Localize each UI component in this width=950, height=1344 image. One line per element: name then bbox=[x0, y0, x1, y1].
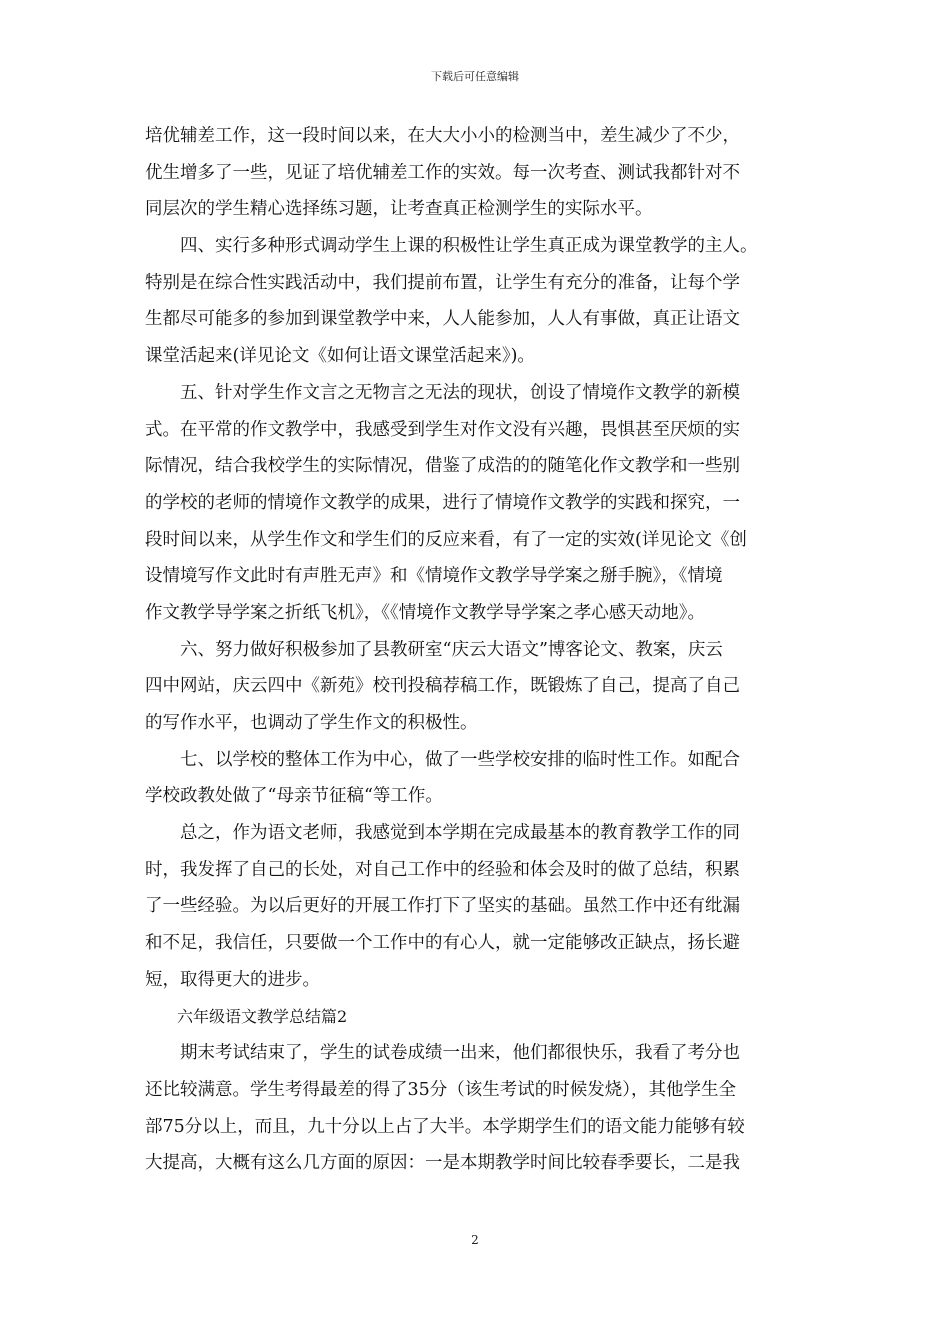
text-line: 学校政教处做了“母亲节征稿“等工作。 bbox=[145, 786, 443, 807]
text-line: 四中网站，庆云四中《新苑》校刊投稿荐稿工作，既锻炼了自己，提高了自己 bbox=[145, 676, 740, 697]
section-heading: 六年级语文教学总结篇2 bbox=[145, 1006, 348, 1026]
text-line: 同层次的学生精心选择练习题，让考查真正检测学生的实际水平。 bbox=[145, 199, 653, 220]
text-line: 作文教学导学案之折纸飞机》，《《情境作文教学导学案之孝心感天动地》。 bbox=[145, 602, 705, 623]
text-line: 课堂活起来(详见论文《如何让语文课堂活起来》)。 bbox=[145, 346, 535, 367]
text-line: 设情境写作文此时有声胜无声》和《情境作文教学导学案之掰手腕》，《情境 bbox=[145, 566, 723, 587]
text-line: 特别是在综合性实践活动中，我们提前布置，让学生有充分的准备，让每个学 bbox=[145, 272, 740, 293]
text-line: 的写作水平，也调动了学生作文的积极性。 bbox=[145, 713, 478, 733]
text-line: 五、针对学生作文言之无物言之无法的现状，创设了情境作文教学的新模 bbox=[145, 382, 740, 403]
text-line: 时，我发挥了自己的长处，对自己工作中的经验和体会及时的做了总结，积累 bbox=[145, 859, 740, 880]
text-line: 大提高，大概有这么几方面的原因：一是本期教学时间比较春季要长，二是我 bbox=[145, 1153, 740, 1174]
text-line: 和不足，我信任，只要做一个工作中的有心人，就一定能够改正缺点，扬长避 bbox=[145, 933, 740, 954]
text-line: 六、努力做好积极参加了县教研室“庆云大语文”博客论文、教案，庆云 bbox=[145, 639, 723, 660]
text-line: 生都尽可能多的参加到课堂教学中来，人人能参加，人人有事做，真正让语文 bbox=[145, 309, 740, 330]
text-line: 短，取得更大的进步。 bbox=[145, 969, 320, 990]
page-number: 2 bbox=[471, 1233, 479, 1247]
text-line: 四、实行多种形式调动学生上课的积极性让学生真正成为课堂教学的主人。 bbox=[145, 236, 758, 257]
text-line: 七、以学校的整体工作为中心，做了一些学校安排的临时性工作。如配合 bbox=[145, 749, 740, 770]
text-line: 的学校的老师的情境作文教学的成果，进行了情境作文教学的实践和探究，一 bbox=[145, 492, 740, 513]
text-line: 总之，作为语文老师，我感觉到本学期在完成最基本的教育教学工作的同 bbox=[145, 823, 740, 844]
text-line: 式。在平常的作文教学中，我感受到学生对作文没有兴趣，畏惧甚至厌烦的实 bbox=[145, 419, 740, 440]
text-line: 还比较满意。学生考得最差的得了35分（该生考试的时候发烧），其他学生全 bbox=[145, 1079, 737, 1100]
text-line: 部75分以上，而且，九十分以上占了大半。本学期学生们的语文能力能够有较 bbox=[145, 1116, 745, 1137]
text-line: 了一些经验。为以后更好的开展工作打下了坚实的基础。虽然工作中还有纰漏 bbox=[145, 896, 740, 917]
text-line: 段时间以来，从学生作文和学生们的反应来看，有了一定的实效(详见论文《创 bbox=[145, 529, 747, 550]
text-line: 期末考试结束了，学生的试卷成绩一出来，他们都很快乐，我看了考分也 bbox=[145, 1043, 740, 1064]
text-line: 优生增多了一些，见证了培优辅差工作的实效。每一次考查、测试我都针对不 bbox=[145, 162, 740, 183]
text-line: 培优辅差工作，这一段时间以来，在大大小小的检测当中，差生减少了不少， bbox=[145, 126, 740, 146]
page-header: 下载后可任意编辑 bbox=[431, 70, 519, 83]
text-line: 际情况，结合我校学生的实际情况，借鉴了成浩的的随笔化作文教学和一些别 bbox=[145, 456, 740, 477]
document-body bbox=[145, 118, 810, 1182]
